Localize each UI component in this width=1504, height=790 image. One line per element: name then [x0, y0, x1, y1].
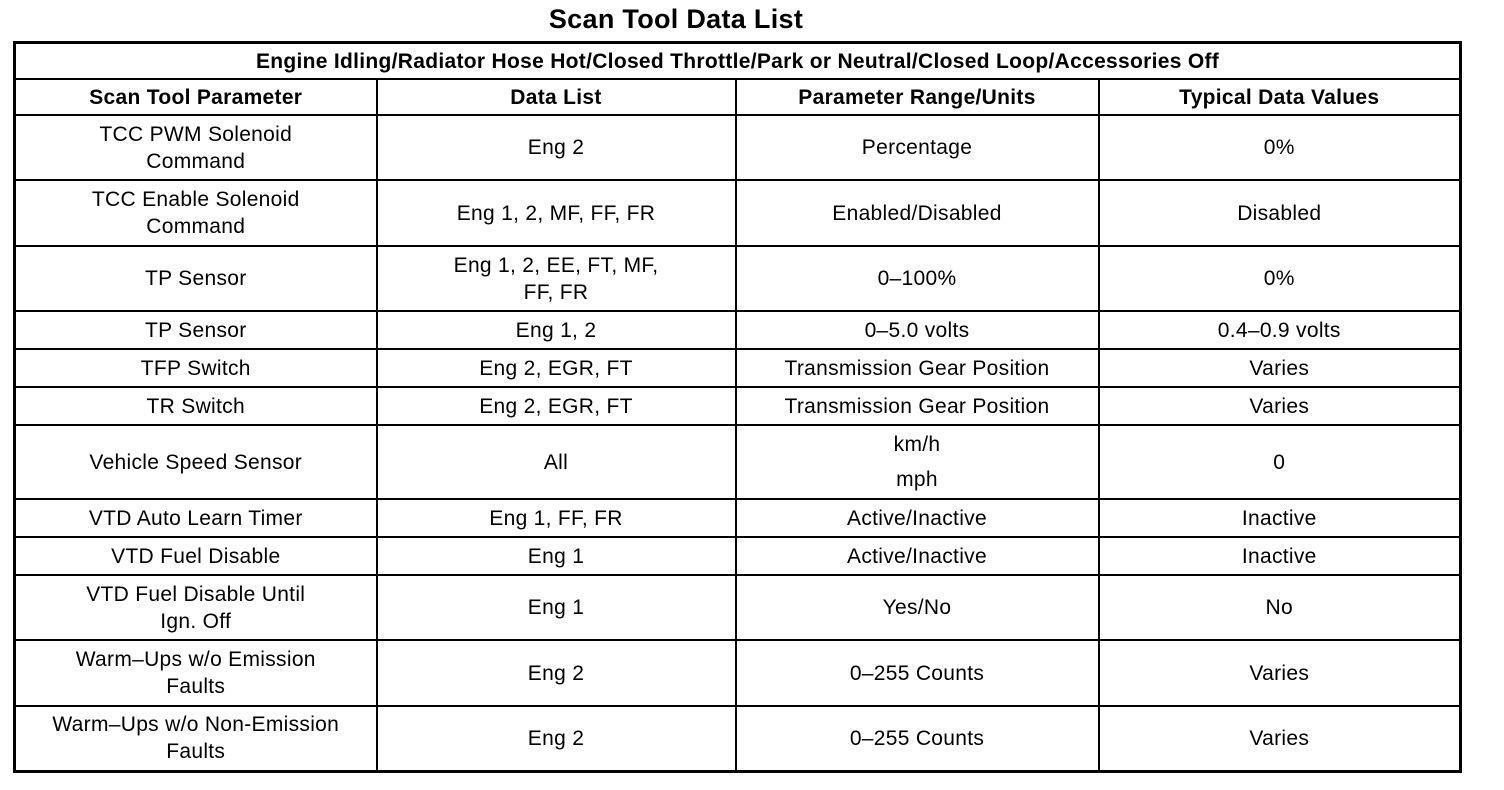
cell-text-line: Transmission Gear Position [784, 394, 1050, 418]
cell-parameter [15, 575, 377, 640]
column-header-row [15, 79, 1461, 115]
cell-data-list [377, 425, 736, 499]
cell-text-line: mph [896, 468, 938, 491]
cell-text-line: Enabled/Disabled [832, 201, 1002, 225]
cell-text-line: Eng 2, EGR, FT [479, 356, 633, 380]
cell-text-line: Command [146, 149, 246, 173]
cell-range-units [736, 706, 1099, 771]
cell-text-line: Varies [1249, 394, 1310, 418]
cell-parameter [15, 537, 377, 575]
cell-text-line: All [543, 450, 569, 474]
table-row [15, 537, 1461, 575]
cell-parameter [15, 387, 377, 425]
cell-text-line: 0% [1263, 267, 1295, 290]
cell-text-line: Eng 1, 2, MF, FF, FR [456, 201, 656, 225]
cell-text-line: Varies [1249, 356, 1310, 380]
cell-text-line: Eng 2 [527, 661, 585, 685]
table-body [15, 115, 1461, 771]
cell-text-line: Command [146, 215, 246, 238]
cell-text-line: Vehicle Speed Sensor [89, 450, 303, 474]
cell-text-line: VTD Fuel Disable Until [86, 582, 306, 606]
cell-text-line: TFP Switch [140, 356, 251, 380]
cell-range-units [736, 537, 1099, 575]
cell-data-list [377, 311, 736, 349]
cell-range-units [736, 387, 1099, 425]
scan-tool-data-table [13, 41, 1462, 773]
cell-text-line: Eng 2, EGR, FT [479, 394, 633, 418]
cell-typical-value [1099, 115, 1461, 180]
cell-typical-value [1099, 180, 1461, 246]
cell-typical-value [1099, 499, 1461, 537]
cell-range-units [736, 311, 1099, 349]
cell-text-line: Inactive [1241, 544, 1317, 568]
cell-text-line: 0–5.0 volts [864, 318, 970, 342]
cell-parameter [15, 180, 377, 246]
cell-text-line: Active/Inactive [847, 506, 987, 530]
table-row [15, 115, 1461, 180]
condition-row [15, 43, 1461, 80]
table-row [15, 425, 1461, 499]
table-row [15, 640, 1461, 706]
cell-range-units [736, 246, 1099, 311]
cell-parameter [15, 311, 377, 349]
cell-typical-value [1099, 537, 1461, 575]
cell-typical-value [1099, 349, 1461, 387]
cell-range-units [736, 499, 1099, 537]
cell-text-line: Active/Inactive [847, 544, 987, 568]
cell-typical-value [1099, 575, 1461, 640]
column-header-data-list: Data List [377, 79, 736, 115]
cell-range-units [736, 640, 1099, 706]
cell-text-line: km/h [893, 433, 941, 456]
cell-text-line: FF, FR [523, 280, 589, 304]
table-row [15, 706, 1461, 771]
cell-text-line: Transmission Gear Position [784, 356, 1050, 380]
cell-text-line: TR Switch [146, 394, 245, 418]
cell-data-list [377, 115, 736, 180]
cell-text-line: Faults [166, 740, 226, 764]
cell-text-line: Warm–Ups w/o Emission [75, 648, 316, 671]
table-row [15, 575, 1461, 640]
cell-text-line: Eng 1 [527, 596, 585, 619]
cell-range-units [736, 425, 1099, 499]
cell-typical-value [1099, 640, 1461, 706]
cell-text-line: VTD Fuel Disable [111, 544, 281, 568]
cell-text-line: 0 [1273, 450, 1286, 474]
table-row [15, 387, 1461, 425]
cell-data-list [377, 640, 736, 706]
cell-text-line: 0–100% [877, 267, 957, 290]
column-header-range-units: Parameter Range/Units [736, 79, 1099, 115]
cell-text-line: TP Sensor [144, 267, 247, 290]
cell-range-units [736, 180, 1099, 246]
cell-data-list [377, 246, 736, 311]
table-row [15, 349, 1461, 387]
cell-text-line: VTD Auto Learn Timer [88, 506, 303, 530]
cell-text-line: Eng 1, 2, EE, FT, MF, [453, 253, 659, 277]
cell-parameter [15, 499, 377, 537]
table-row [15, 246, 1461, 311]
cell-data-list [377, 537, 736, 575]
cell-data-list [377, 499, 736, 537]
cell-text-line: TCC Enable Solenoid [91, 188, 300, 211]
cell-text-line: Eng 1 [527, 544, 585, 568]
table-row [15, 499, 1461, 537]
cell-text-line: Percentage [861, 136, 973, 159]
cell-text-line: Warm–Ups w/o Non-Emission [52, 713, 340, 737]
column-header-parameter: Scan Tool Parameter [15, 79, 377, 115]
table-row [15, 180, 1461, 246]
cell-range-units [736, 349, 1099, 387]
cell-text-line: Disabled [1237, 201, 1322, 225]
cell-text-line: Varies [1249, 661, 1310, 685]
cell-parameter [15, 706, 377, 771]
cell-parameter [15, 246, 377, 311]
cell-typical-value [1099, 311, 1461, 349]
column-header-typical-values: Typical Data Values [1099, 79, 1461, 115]
cell-text-line: 0% [1263, 136, 1295, 159]
cell-text-line: Yes/No [882, 596, 952, 619]
condition-header: Engine Idling/Radiator Hose Hot/Closed Throttle/Park or Neutral/Closed Loop/Accessories Off [15, 43, 1461, 80]
table-title: Scan Tool Data List [548, 4, 804, 34]
cell-range-units [736, 115, 1099, 180]
cell-text-line: Faults [166, 675, 226, 698]
cell-text-line: Inactive [1241, 506, 1317, 530]
cell-parameter [15, 115, 377, 180]
cell-parameter [15, 349, 377, 387]
cell-text-line: Varies [1249, 726, 1310, 750]
cell-text-line: TP Sensor [144, 318, 247, 342]
table-row [15, 311, 1461, 349]
cell-text-line: No [1265, 596, 1293, 619]
cell-text-line: 0–255 Counts [849, 661, 985, 685]
cell-data-list [377, 706, 736, 771]
cell-text-line: Eng 1, 2 [515, 318, 597, 342]
cell-typical-value [1099, 706, 1461, 771]
cell-text-line: Ign. Off [160, 609, 232, 633]
cell-data-list [377, 387, 736, 425]
cell-typical-value [1099, 246, 1461, 311]
cell-range-units [736, 575, 1099, 640]
cell-text-line: TCC PWM Solenoid [99, 122, 293, 146]
cell-data-list [377, 349, 736, 387]
cell-text-line: 0–255 Counts [849, 726, 985, 750]
cell-typical-value [1099, 425, 1461, 499]
cell-text-line: Eng 2 [527, 136, 585, 159]
cell-text-line: 0.4–0.9 volts [1217, 318, 1341, 342]
cell-parameter [15, 425, 377, 499]
cell-text-line: Eng 2 [527, 726, 585, 750]
cell-data-list [377, 575, 736, 640]
cell-text-line: Eng 1, FF, FR [489, 506, 623, 530]
cell-parameter [15, 640, 377, 706]
cell-data-list [377, 180, 736, 246]
cell-typical-value [1099, 387, 1461, 425]
